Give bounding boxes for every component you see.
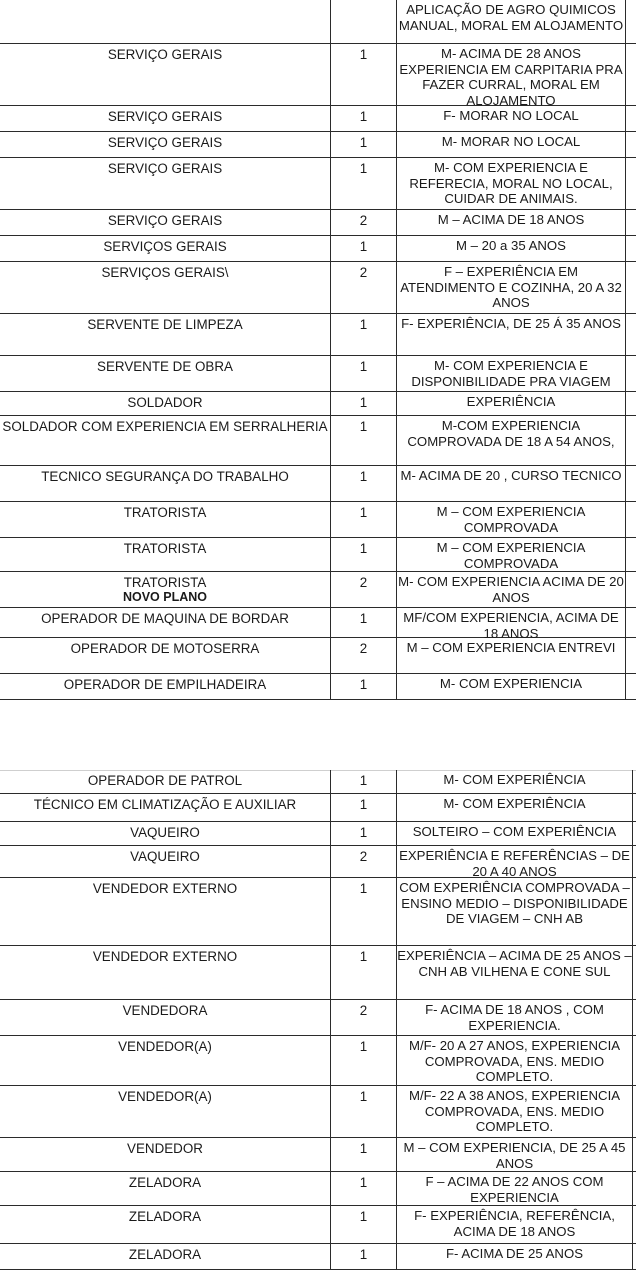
table-row — [0, 106, 636, 132]
job-title: SERVIÇO GERAIS — [107, 109, 223, 124]
requirements-cell: M/F- 22 A 38 ANOS, EXPERIENCIA COMPROVADA, ENS. MEDIO COMPLETO. — [397, 1086, 633, 1137]
requirements-cell: F- EXPERIÊNCIA, REFERÊNCIA, ACIMA DE 18 ANOS — [397, 1206, 633, 1243]
job-title-cell — [0, 392, 331, 415]
table-row — [0, 262, 636, 314]
table-row — [0, 0, 636, 44]
job-table-part-2 — [0, 770, 636, 1270]
table-row — [0, 416, 636, 466]
job-title: SERVIÇOS GERAIS\ — [101, 265, 229, 280]
job-title-cell — [0, 1036, 331, 1085]
requirements-cell: F- MORAR NO LOCAL — [397, 106, 626, 131]
job-title: SERVIÇO GERAIS — [107, 161, 223, 176]
table-row — [0, 314, 636, 356]
table-row — [0, 1172, 636, 1206]
job-title: TRATORISTA — [123, 575, 207, 590]
job-title-cell — [0, 106, 331, 131]
job-title: VENDEDORA — [122, 1003, 208, 1018]
job-title-cell — [0, 572, 331, 607]
job-title: VENDEDOR(A) — [118, 1039, 212, 1054]
vacancy-count: 1 — [331, 822, 397, 845]
vacancy-count: 1 — [331, 158, 397, 209]
vacancy-count: 2 — [331, 262, 397, 313]
table-row — [0, 236, 636, 262]
table-row — [0, 538, 636, 572]
job-title-cell — [0, 262, 331, 313]
job-title-cell — [0, 538, 331, 571]
job-title-cell — [0, 314, 331, 355]
requirements-cell: M- ACIMA DE 20 , CURSO TECNICO — [397, 466, 626, 501]
table-row — [0, 466, 636, 502]
table-row — [0, 44, 636, 106]
vacancy-count: 2 — [331, 846, 397, 877]
table-row — [0, 502, 636, 538]
requirements-cell: M-COM EXPERIENCIA COMPROVADA DE 18 A 54 ANOS, — [397, 416, 626, 465]
table-row — [0, 846, 636, 878]
table-row — [0, 674, 636, 700]
job-title: SERVENTE DE OBRA — [97, 359, 233, 374]
job-title-cell — [0, 210, 331, 235]
vacancy-count: 1 — [331, 538, 397, 571]
table-row — [0, 158, 636, 210]
requirements-cell: M- COM EXPERIENCIA ACIMA DE 20 ANOS — [397, 572, 626, 607]
requirements-cell: SOLTEIRO – COM EXPERIÊNCIA — [397, 822, 633, 845]
vacancy-count: 2 — [331, 1000, 397, 1035]
job-title: VAQUEIRO — [130, 825, 200, 840]
table-row — [0, 770, 636, 794]
job-title: SERVIÇO GERAIS — [107, 213, 223, 228]
job-title-cell — [0, 638, 331, 673]
vacancy-count: 1 — [331, 44, 397, 105]
requirements-cell: M – ACIMA DE 18 ANOS — [397, 210, 626, 235]
job-title-cell — [0, 608, 331, 637]
vacancy-count: 2 — [331, 210, 397, 235]
requirements-cell: M- MORAR NO LOCAL — [397, 132, 626, 157]
job-title: TECNICO SEGURANÇA DO TRABALHO — [41, 469, 289, 484]
requirements-cell: APLICAÇÃO DE AGRO QUIMICOS MANUAL, MORAL EM ALOJAMENTO — [397, 0, 626, 43]
table-row — [0, 356, 636, 392]
vacancy-count: 2 — [331, 572, 397, 607]
vacancy-count: 1 — [331, 1138, 397, 1171]
table-row — [0, 946, 636, 1000]
requirements-cell: COM EXPERIÊNCIA COMPROVADA – ENSINO MEDIO – DISPONIBILIDADE DE VIAGEM – CNH AB — [397, 878, 633, 945]
vacancy-count: 1 — [331, 132, 397, 157]
job-title-cell — [0, 846, 331, 877]
job-title: VAQUEIRO — [130, 849, 200, 864]
vacancy-count: 1 — [331, 502, 397, 537]
table-row — [0, 572, 636, 608]
job-title-cell — [0, 794, 331, 821]
job-title-cell — [0, 946, 331, 999]
table-row — [0, 1138, 636, 1172]
requirements-cell: F- ACIMA DE 25 ANOS — [397, 1244, 633, 1269]
job-title-cell — [0, 674, 331, 699]
job-title: ZELADORA — [128, 1247, 202, 1262]
requirements-cell: EXPERIÊNCIA — [397, 392, 626, 415]
job-title: VENDEDOR(A) — [118, 1089, 212, 1104]
requirements-cell: M – 20 a 35 ANOS — [397, 236, 626, 261]
vacancy-count: 1 — [331, 674, 397, 699]
job-title: SERVENTE DE LIMPEZA — [87, 317, 243, 332]
requirements-cell: F – EXPERIÊNCIA EM ATENDIMENTO E COZINHA, 20 A 32 ANOS — [397, 262, 626, 313]
requirements-cell: M- COM EXPERIENCIA E REFERECIA, MORAL NO LOCAL, CUIDAR DE ANIMAIS. — [397, 158, 626, 209]
job-title-cell — [0, 1172, 331, 1205]
job-title-cell — [0, 1138, 331, 1171]
job-title: SERVIÇOS GERAIS — [103, 239, 227, 254]
job-title-cell — [0, 1206, 331, 1243]
vacancy-count: 1 — [331, 416, 397, 465]
job-title: OPERADOR DE MAQUINA DE BORDAR — [41, 611, 289, 626]
job-title-cell — [0, 770, 331, 793]
vacancy-count: 1 — [331, 878, 397, 945]
job-title: TRATORISTA — [123, 505, 207, 520]
job-title-cell — [0, 1000, 331, 1035]
job-title-cell — [0, 878, 331, 945]
job-title: SERVIÇO GERAIS — [107, 47, 223, 62]
vacancy-count: 1 — [331, 392, 397, 415]
requirements-cell: F- EXPERIÊNCIA, DE 25 Á 35 ANOS — [397, 314, 626, 355]
table-row — [0, 608, 636, 641]
job-title-cell — [0, 466, 331, 501]
requirements-cell: F – ACIMA DE 22 ANOS COM EXPERIENCIA — [397, 1172, 633, 1205]
table-row — [0, 794, 636, 822]
requirements-cell: M- COM EXPERIENCIA E DISPONIBILIDADE PRA VIAGEM — [397, 356, 626, 391]
requirements-cell: M- COM EXPERIÊNCIA — [397, 794, 633, 821]
job-note: NOVO PLANO — [122, 590, 208, 604]
job-title-cell — [0, 0, 331, 43]
table-row — [0, 132, 636, 158]
job-title: ZELADORA — [128, 1209, 202, 1224]
requirements-cell: M – COM EXPERIENCIA ENTREVI — [397, 638, 626, 673]
requirements-cell: M – COM EXPERIENCIA COMPROVADA — [397, 538, 626, 571]
vacancy-count: 1 — [331, 236, 397, 261]
requirements-cell: M- COM EXPERIENCIA — [397, 674, 626, 699]
vacancy-count: 1 — [331, 1244, 397, 1269]
job-title-cell — [0, 1244, 331, 1269]
job-title: OPERADOR DE MOTOSERRA — [70, 641, 260, 656]
table-row — [0, 1206, 636, 1244]
requirements-cell: EXPERIÊNCIA E REFERÊNCIAS – DE 20 A 40 ANOS — [397, 846, 633, 877]
vacancy-count: 1 — [331, 1086, 397, 1137]
job-title: ZELADORA — [128, 1175, 202, 1190]
job-title-cell — [0, 1086, 331, 1137]
requirements-cell: M- ACIMA DE 28 ANOS EXPERIENCIA EM CARPITARIA PRA FAZER CURRAL, MORAL EM ALOJAMENTO — [397, 44, 626, 105]
job-title: VENDEDOR EXTERNO — [92, 881, 238, 896]
requirements-cell: M – COM EXPERIENCIA, DE 25 A 45 ANOS — [397, 1138, 633, 1171]
job-title-cell — [0, 822, 331, 845]
vacancy-count: 1 — [331, 946, 397, 999]
requirements-cell: EXPERIÊNCIA – ACIMA DE 25 ANOS – CNH AB VILHENA E CONE SUL — [397, 946, 633, 999]
requirements-cell: F- ACIMA DE 18 ANOS , COM EXPERIENCIA. — [397, 1000, 633, 1035]
vacancy-count: 1 — [331, 466, 397, 501]
job-title-cell — [0, 158, 331, 209]
requirements-cell: MF/COM EXPERIENCIA, ACIMA DE 18 ANOS — [397, 608, 626, 637]
vacancy-count — [331, 0, 397, 43]
job-title: OPERADOR DE PATROL — [87, 773, 243, 788]
vacancy-count: 1 — [331, 314, 397, 355]
job-title: VENDEDOR EXTERNO — [92, 949, 238, 964]
job-title-cell — [0, 502, 331, 537]
table-row — [0, 878, 636, 946]
vacancy-count: 1 — [331, 608, 397, 637]
vacancy-count: 1 — [331, 106, 397, 131]
vacancy-count: 1 — [331, 1206, 397, 1243]
vacancy-count: 1 — [331, 1172, 397, 1205]
job-title-cell — [0, 132, 331, 157]
job-title: TÉCNICO EM CLIMATIZAÇÃO E AUXILIAR — [33, 797, 297, 812]
vacancy-count: 1 — [331, 794, 397, 821]
job-title: SOLDADOR COM EXPERIENCIA EM SERRALHERIA — [2, 419, 328, 434]
requirements-cell: M- COM EXPERIÊNCIA — [397, 770, 633, 793]
requirements-cell: M/F- 20 A 27 ANOS, EXPERIENCIA COMPROVADA, ENS. MEDIO COMPLETO. — [397, 1036, 633, 1085]
job-title-cell — [0, 356, 331, 391]
vacancy-count: 1 — [331, 770, 397, 793]
job-title: OPERADOR DE EMPILHADEIRA — [63, 677, 267, 692]
table-row — [0, 1086, 636, 1138]
vacancy-count: 2 — [331, 638, 397, 673]
job-title-cell — [0, 44, 331, 105]
job-title: TRATORISTA — [123, 541, 207, 556]
job-title-cell — [0, 236, 331, 261]
table-row — [0, 392, 636, 416]
vacancy-count: 1 — [331, 356, 397, 391]
table-row — [0, 822, 636, 846]
table-row — [0, 638, 636, 674]
job-title: SERVIÇO GERAIS — [107, 135, 223, 150]
table-row — [0, 1000, 636, 1036]
requirements-cell: M – COM EXPERIENCIA COMPROVADA — [397, 502, 626, 537]
job-title: VENDEDOR — [127, 1141, 203, 1156]
job-title-cell — [0, 416, 331, 465]
vacancy-count: 1 — [331, 1036, 397, 1085]
table-row — [0, 1036, 636, 1086]
table-row — [0, 210, 636, 236]
job-title: SOLDADOR — [127, 395, 203, 410]
table-row — [0, 1244, 636, 1270]
